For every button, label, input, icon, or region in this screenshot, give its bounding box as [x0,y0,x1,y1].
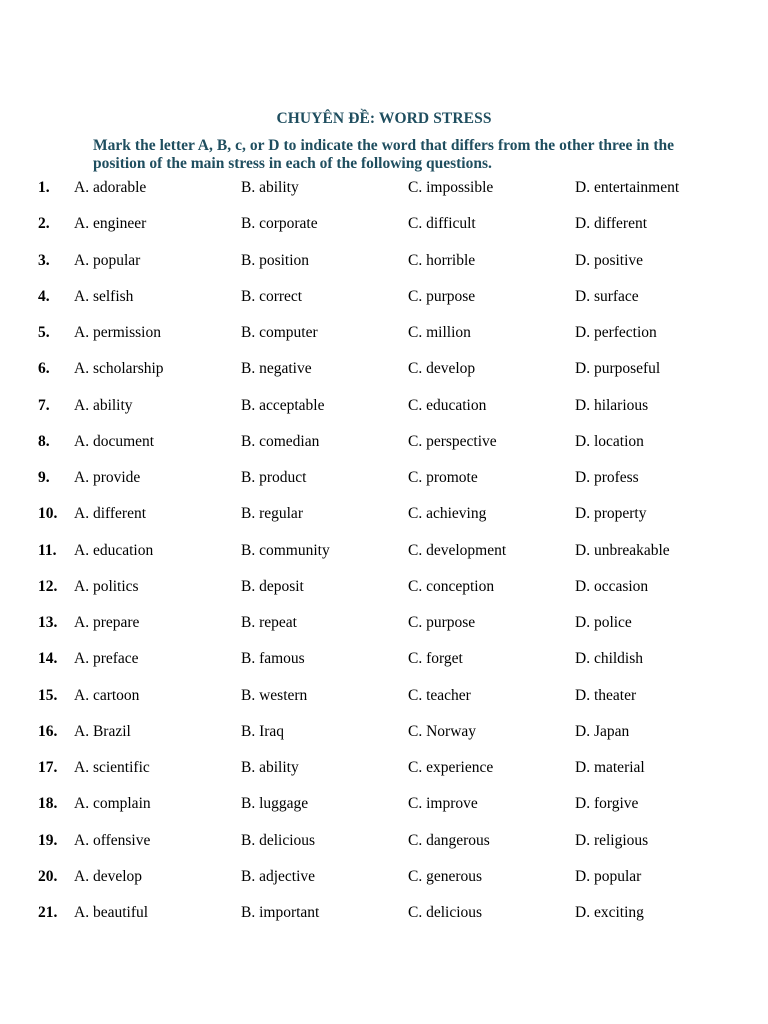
option-d: D. positive [575,251,644,269]
question-number: 17. [38,759,58,776]
question-row [0,757,768,793]
question-row [0,830,768,866]
option-d: D. purposeful [575,360,661,378]
question-number: 14. [38,650,58,668]
option-c: C. Norway [408,722,477,740]
option-d: D. childish [575,650,644,668]
question-number: 12. [38,577,58,595]
option-b: B. deposit [241,577,304,595]
question-number: 9. [38,469,50,486]
option-d: D. forgive [575,795,639,813]
option-d: D. hilarious [575,396,649,414]
option-c: C. education [408,396,487,414]
option-a: A. education [74,541,154,559]
option-b: B. repeat [241,614,297,631]
option-a: A. permission [74,324,161,341]
question-row [0,721,768,757]
option-a: A. preface [74,650,139,668]
option-a: A. scientific [74,759,150,776]
option-c: C. difficult [408,215,476,233]
option-b: B. ability [241,759,299,776]
question-number: 18. [38,795,58,813]
option-c: C. impossible [408,179,494,196]
question-row [0,866,768,902]
option-d: D. material [575,759,645,776]
option-c: C. develop [408,360,476,378]
option-b: B. position [241,251,310,269]
question-row [0,902,768,938]
question-number: 20. [38,867,58,885]
question-row [0,648,768,684]
question-number: 21. [38,904,58,921]
option-a: A. develop [74,867,143,885]
option-b: B. regular [241,505,303,523]
option-a: A. engineer [74,215,147,233]
option-a: A. different [74,505,147,523]
option-b: B. adjective [241,867,316,885]
option-b: B. delicious [241,831,316,849]
option-a: A. beautiful [74,904,149,921]
option-d: D. religious [575,831,649,849]
question-number: 15. [38,686,58,704]
option-a: A. provide [74,469,141,486]
option-b: B. negative [241,360,312,378]
question-row [0,540,768,576]
option-d: D. popular [575,867,642,885]
option-d: D. profess [575,469,639,486]
instruction-text: Mark the letter A, B, c, or D to indicate the word that differs from the other three in the position of the main stress in each of the following questions. [93,137,674,172]
option-d: D. occasion [575,577,649,595]
question-row [0,177,768,213]
option-c: C. dangerous [408,831,490,849]
question-number: 10. [38,505,58,523]
option-c: C. promote [408,469,478,486]
option-c: C. forget [408,650,463,668]
option-c: C. development [408,541,507,559]
option-b: B. correct [241,287,303,305]
option-d: D. entertainment [575,179,680,196]
option-c: C. experience [408,759,494,776]
option-a: A. adorable [74,179,147,196]
option-d: D. different [575,215,648,233]
option-b: B. community [241,541,330,559]
option-b: B. corporate [241,215,318,233]
question-number: 19. [38,831,58,849]
question-row [0,322,768,358]
question-number: 1. [38,179,50,196]
question-row [0,503,768,539]
option-d: D. police [575,614,632,631]
option-b: B. ability [241,179,299,196]
option-d: D. Japan [575,722,630,740]
option-d: D. property [575,505,647,523]
option-a: A. complain [74,795,151,813]
option-d: D. exciting [575,904,644,921]
option-a: A. popular [74,251,141,269]
option-a: A. prepare [74,614,140,631]
option-c: C. purpose [408,614,476,631]
question-row [0,793,768,829]
option-b: B. Iraq [241,722,285,740]
question-number: 7. [38,396,50,414]
question-number: 16. [38,722,58,740]
option-b: B. computer [241,324,318,341]
question-row [0,431,768,467]
question-row [0,395,768,431]
option-c: C. purpose [408,287,476,305]
option-d: D. theater [575,686,637,704]
question-list [0,177,768,938]
question-row [0,467,768,503]
question-row [0,685,768,721]
option-b: B. luggage [241,795,309,813]
question-number: 13. [38,614,58,631]
document-title: CHUYÊN ĐỀ: WORD STRESS [276,110,492,127]
option-a: A. politics [74,577,139,595]
question-row [0,250,768,286]
option-c: C. perspective [408,432,497,450]
option-d: D. surface [575,287,639,305]
option-d: D. location [575,432,644,450]
option-d: D. unbreakable [575,541,670,559]
question-row [0,286,768,322]
question-row [0,576,768,612]
option-a: A. document [74,432,155,450]
option-b: B. famous [241,650,305,668]
option-b: B. acceptable [241,396,325,414]
question-number: 8. [38,432,50,450]
option-a: A. selfish [74,287,134,305]
question-number: 6. [38,360,50,378]
option-c: C. improve [408,795,478,813]
question-number: 11. [38,541,57,559]
option-b: B. western [241,686,308,704]
question-row [0,612,768,648]
question-number: 2. [38,215,50,233]
option-c: C. achieving [408,505,487,523]
option-a: A. scholarship [74,360,164,378]
option-a: A. cartoon [74,686,140,704]
question-number: 5. [38,324,50,341]
option-a: A. offensive [74,831,151,849]
option-b: B. important [241,904,320,921]
option-b: B. comedian [241,432,320,450]
option-a: A. Brazil [74,722,131,740]
question-row [0,213,768,249]
option-b: B. product [241,469,307,486]
option-c: C. teacher [408,686,471,704]
option-c: C. delicious [408,904,483,921]
option-c: C. conception [408,577,495,595]
option-a: A. ability [74,396,133,414]
option-c: C. million [408,324,471,341]
option-c: C. generous [408,867,483,885]
option-d: D. perfection [575,324,657,341]
question-number: 4. [38,287,50,305]
option-c: C. horrible [408,251,476,269]
question-number: 3. [38,251,50,269]
question-row [0,358,768,394]
